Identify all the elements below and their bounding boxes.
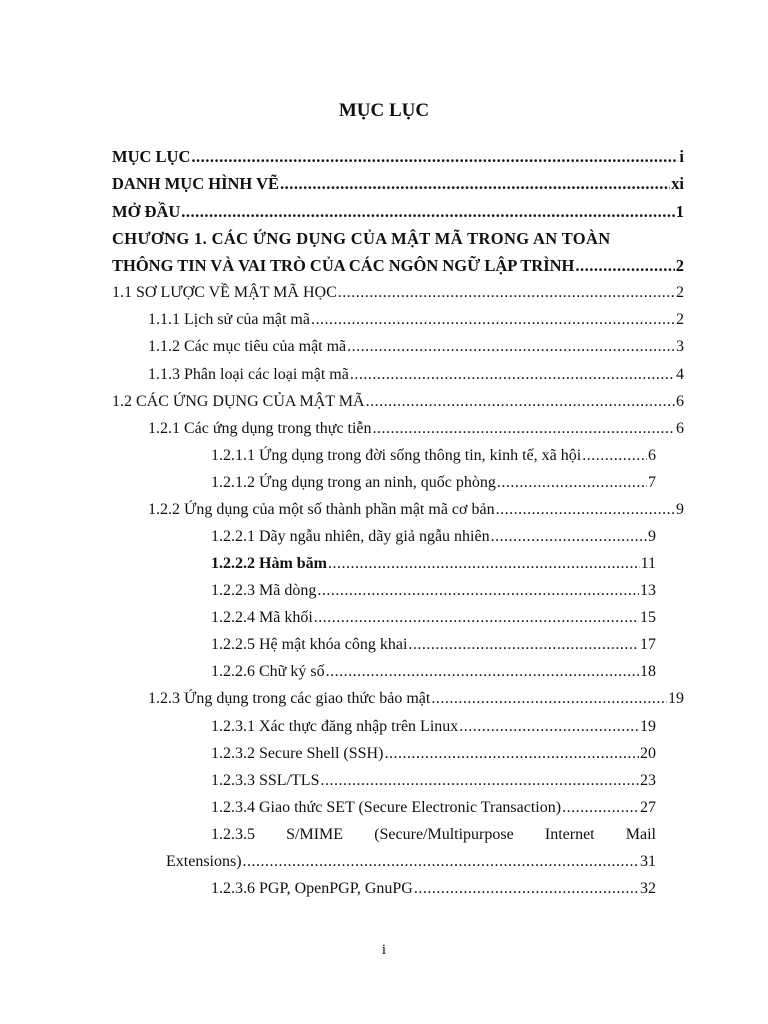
toc-leader-dots — [575, 252, 674, 279]
toc-entry-text: 1.2.2.2 Hàm băm — [211, 555, 327, 572]
toc-entry[interactable] — [211, 767, 656, 794]
toc-entry-page: 3 — [676, 338, 684, 355]
toc-leader-dots — [326, 658, 639, 685]
toc-entry-page: 6 — [676, 393, 684, 410]
toc-entry-page: 27 — [640, 799, 656, 816]
toc-entry-page: 9 — [648, 528, 656, 545]
toc-leader-dots — [366, 388, 675, 415]
toc-leader-dots — [496, 496, 675, 523]
toc-leader-dots — [414, 875, 639, 902]
toc-entry-page: 9 — [676, 501, 684, 518]
toc-entry-text: MỞ ĐẦU — [112, 202, 181, 221]
toc-leader-dots — [320, 767, 639, 794]
toc-leader-dots — [562, 794, 639, 821]
toc-entry-text: 1.2.3.2 Secure Shell (SSH) — [211, 745, 384, 762]
toc-entry-text: 1.2.1 Các ứng dụng trong thực tiễn — [148, 420, 372, 437]
toc-entry-page: 2 — [675, 256, 684, 275]
toc-entry[interactable] — [211, 658, 656, 685]
toc-entry[interactable] — [148, 333, 684, 360]
toc-word: Mail — [625, 826, 656, 843]
toc-entry-page: 19 — [640, 718, 656, 735]
toc-entry-page: 7 — [648, 474, 656, 491]
toc-leader-dots — [317, 577, 639, 604]
toc-entry-text: 1.2.2.4 Mã khối — [211, 609, 313, 626]
toc-entry-text: 1.2.3 Ứng dụng trong các giao thức bảo mật — [148, 690, 431, 707]
page-title: MỤC LỤC — [338, 100, 430, 121]
toc-entry-text: 1.1.3 Phân loại các loại mật mã — [148, 366, 349, 383]
toc-entry-text: 1.2.2.1 Dãy ngẫu nhiên, dãy giả ngẫu nhiên — [211, 528, 490, 545]
toc-entry[interactable] — [148, 496, 684, 523]
toc-leader-dots — [459, 713, 639, 740]
toc-entry[interactable] — [112, 143, 684, 170]
toc-leader-dots — [408, 631, 639, 658]
toc-entry[interactable] — [148, 415, 684, 442]
toc-leader-dots — [191, 143, 678, 170]
toc-leader-dots — [582, 442, 647, 469]
toc-entry-page: 2 — [676, 284, 684, 301]
toc-entry-page: 23 — [640, 772, 656, 789]
toc-leader-dots — [347, 333, 675, 360]
toc-chapter-line1[interactable]: CHƯƠNG 1. CÁC ỨNG DỤNG CỦA MẬT MÃ TRONG AN TOÀN — [112, 229, 611, 248]
toc-entry[interactable] — [112, 252, 684, 279]
toc-entry[interactable] — [166, 848, 656, 875]
toc-entry[interactable] — [211, 577, 656, 604]
toc-entry-text: 1.1 SƠ LƯỢC VỀ MẬT MÃ HỌC — [112, 284, 337, 301]
toc-leader-dots — [384, 740, 639, 767]
toc-entry-page: 32 — [640, 880, 656, 897]
toc-entry-text: 1.2.3.3 SSL/TLS — [211, 772, 320, 789]
toc-entry-page: 15 — [640, 609, 656, 626]
toc-leader-dots — [181, 198, 674, 225]
toc-leader-dots — [314, 604, 639, 631]
toc-entry-justified[interactable] — [211, 821, 656, 848]
toc-word: 1.2.3.5 — [211, 826, 255, 843]
toc-entry-page: 6 — [648, 447, 656, 464]
toc-entry-page: 18 — [640, 663, 656, 680]
toc-leader-dots — [280, 170, 670, 197]
toc-entry-text: 1.2.2.6 Chữ ký số — [211, 663, 325, 680]
toc-entry[interactable] — [112, 170, 684, 197]
toc-entry-page: 6 — [676, 420, 684, 437]
toc-entry-page: 2 — [676, 311, 684, 328]
toc-entry-text: 1.2.1.2 Ứng dụng trong an ninh, quốc phòng — [211, 474, 496, 491]
toc-entry-page: 31 — [640, 853, 656, 870]
toc-entry[interactable] — [211, 713, 656, 740]
toc-entry[interactable] — [211, 442, 656, 469]
toc-entry[interactable] — [148, 685, 684, 712]
toc-entry[interactable] — [211, 604, 656, 631]
toc-entry-text: THÔNG TIN VÀ VAI TRÒ CỦA CÁC NGÔN NGỮ LẬP TRÌNH — [112, 256, 575, 275]
toc-entry-page: 20 — [640, 745, 656, 762]
toc-entry-text: 1.1.2 Các mục tiêu của mật mã — [148, 338, 347, 355]
toc-entry[interactable] — [112, 279, 684, 306]
toc-entry-text: 1.2.1.1 Ứng dụng trong đời sống thông tin, kinh tế, xã hội — [211, 447, 582, 464]
toc-leader-dots — [328, 550, 640, 577]
toc-leader-dots — [497, 469, 647, 496]
toc-word: Internet — [544, 826, 595, 843]
toc-entry-page: 11 — [640, 555, 656, 572]
toc-entry-text: 1.2.3.1 Xác thực đăng nhập trên Linux — [211, 718, 459, 735]
toc-entry-page: 4 — [676, 366, 684, 383]
toc-entry[interactable] — [211, 550, 656, 577]
toc-entry-page: 19 — [668, 690, 684, 707]
toc-leader-dots — [311, 306, 675, 333]
toc-entry[interactable] — [211, 794, 656, 821]
toc-entry-text: 1.1.1 Lịch sử của mật mã — [148, 311, 310, 328]
toc-entry-text: DANH MỤC HÌNH VẼ — [112, 174, 279, 193]
toc-leader-dots — [338, 279, 675, 306]
toc-entry-text: Extensions) — [166, 853, 242, 870]
toc-entry-text: 1.2.2 Ứng dụng của một số thành phần mật mã cơ bản — [148, 501, 495, 518]
toc-entry-text: 1.2.3.4 Giao thức SET (Secure Electronic Transaction) — [211, 799, 562, 816]
toc-leader-dots — [491, 523, 647, 550]
toc-entry-page: 13 — [640, 582, 656, 599]
toc-entry-page: i — [679, 147, 684, 166]
toc-entry[interactable] — [211, 875, 656, 902]
toc-entry-text: 1.2.2.5 Hệ mật khóa công khai — [211, 636, 408, 653]
toc-entry-page: xi — [671, 174, 684, 193]
toc-entry[interactable] — [211, 469, 656, 496]
toc-entry-text: 1.2.3.6 PGP, OpenPGP, GnuPG — [211, 880, 413, 897]
toc-entry[interactable] — [211, 740, 656, 767]
toc-entry[interactable] — [148, 306, 684, 333]
toc-entry[interactable] — [112, 388, 684, 415]
toc-leader-dots — [373, 415, 675, 442]
toc-entry-text: MỤC LỤC — [112, 147, 191, 166]
footer-page-number: i — [381, 942, 387, 958]
toc-entry-text: 1.2.2.3 Mã dòng — [211, 582, 317, 599]
toc-entry[interactable] — [211, 631, 656, 658]
toc-entry[interactable] — [148, 361, 684, 388]
toc-leader-dots — [243, 848, 639, 875]
toc-leader-dots — [350, 361, 675, 388]
toc-entry-text: 1.2 CÁC ỨNG DỤNG CỦA MẬT MÃ — [112, 393, 365, 410]
toc-word: S/MIME — [286, 826, 344, 843]
toc-entry-page: 1 — [675, 202, 684, 221]
toc-leader-dots — [431, 685, 667, 712]
toc-word: (Secure/Multipurpose — [374, 826, 514, 843]
toc-entry[interactable] — [211, 523, 656, 550]
toc-entry-page: 17 — [640, 636, 656, 653]
toc-entry[interactable] — [112, 198, 684, 225]
